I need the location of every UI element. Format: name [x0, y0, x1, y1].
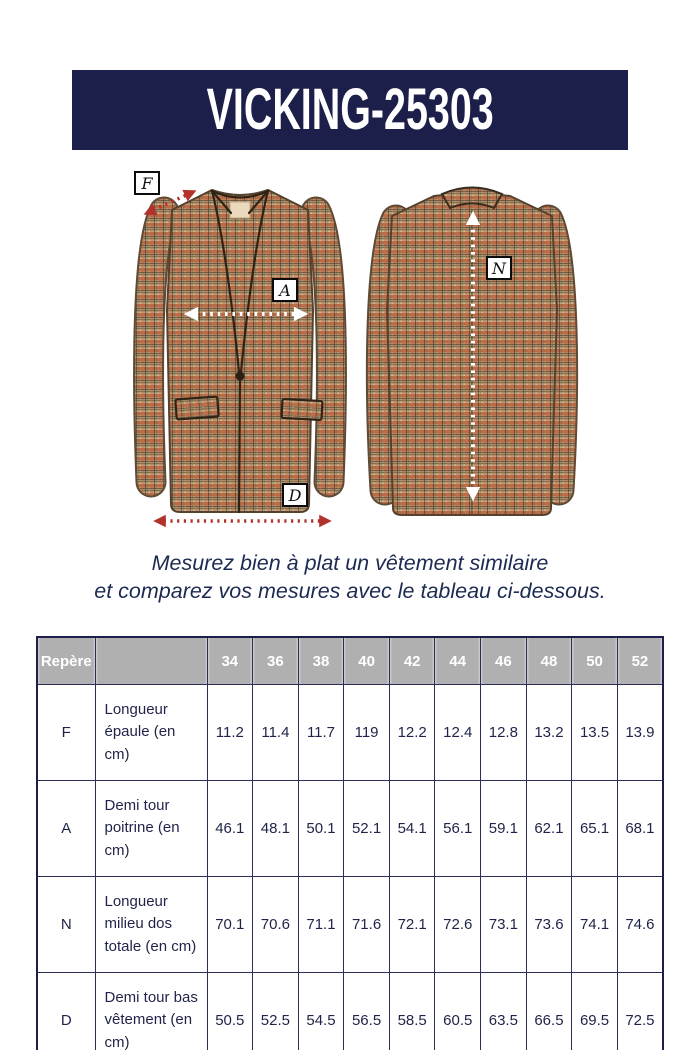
- row-description-cell: Demi tour bas vêtement (en cm): [95, 973, 207, 1050]
- size-column-header: 40: [344, 637, 390, 685]
- product-title: VICKING-25303: [206, 77, 494, 142]
- repere-header: Repère: [37, 637, 95, 685]
- measurement-diagram: [60, 160, 640, 545]
- jacket-button: [236, 372, 245, 381]
- measurement-value-cell: 13.5: [572, 685, 618, 781]
- row-description-cell: Longueur épaule (en cm): [95, 685, 207, 781]
- size-column-header: 42: [389, 637, 435, 685]
- measurement-value-cell: 70.1: [207, 877, 253, 973]
- row-description-cell: Longueur milieu dos totale (en cm): [95, 877, 207, 973]
- measurement-value-cell: 58.5: [389, 973, 435, 1050]
- size-table-body: [37, 685, 663, 1050]
- measurement-value-cell: 59.1: [481, 781, 527, 877]
- measurement-value-cell: 68.1: [617, 781, 663, 877]
- jacket-illustration: [60, 160, 640, 545]
- row-code-cell: F: [37, 685, 95, 781]
- measurement-value-cell: 11.7: [298, 685, 344, 781]
- measurement-value-cell: 56.1: [435, 781, 481, 877]
- measure-label-a: A: [272, 278, 298, 302]
- jacket-front: [149, 190, 332, 512]
- measurement-value-cell: 72.5: [617, 973, 663, 1050]
- measurement-value-cell: 73.6: [526, 877, 572, 973]
- size-column-header: 52: [617, 637, 663, 685]
- measurement-value-cell: 12.8: [481, 685, 527, 781]
- measurement-row: [37, 685, 663, 781]
- measurement-value-cell: 74.1: [572, 877, 618, 973]
- measurement-value-cell: 71.6: [344, 877, 390, 973]
- measurement-value-cell: 119: [344, 685, 390, 781]
- measurement-value-cell: 50.5: [207, 973, 253, 1050]
- measure-label-n: N: [486, 256, 512, 280]
- size-column-header: 36: [253, 637, 299, 685]
- row-code-cell: N: [37, 877, 95, 973]
- size-column-header: 50: [572, 637, 618, 685]
- measurement-value-cell: 12.4: [435, 685, 481, 781]
- jacket-back: [381, 188, 562, 516]
- measurement-value-cell: 13.9: [617, 685, 663, 781]
- row-code-cell: D: [37, 973, 95, 1050]
- row-code-cell: A: [37, 781, 95, 877]
- measurement-value-cell: 11.2: [207, 685, 253, 781]
- measurement-value-cell: 72.6: [435, 877, 481, 973]
- measurement-value-cell: 70.6: [253, 877, 299, 973]
- measurement-value-cell: 52.5: [253, 973, 299, 1050]
- row-description-cell: Demi tour poitrine (en cm): [95, 781, 207, 877]
- measurement-note: [0, 549, 700, 606]
- measurement-value-cell: 13.2: [526, 685, 572, 781]
- size-column-header: 34: [207, 637, 253, 685]
- measure-label-d: D: [282, 483, 308, 507]
- measurement-value-cell: 52.1: [344, 781, 390, 877]
- measurement-value-cell: 62.1: [526, 781, 572, 877]
- measurement-value-cell: 60.5: [435, 973, 481, 1050]
- measurement-value-cell: 50.1: [298, 781, 344, 877]
- measurement-value-cell: 69.5: [572, 973, 618, 1050]
- size-column-header: 46: [481, 637, 527, 685]
- measurement-value-cell: 56.5: [344, 973, 390, 1050]
- measurement-value-cell: 65.1: [572, 781, 618, 877]
- measurement-value-cell: 54.1: [389, 781, 435, 877]
- measurement-value-cell: 54.5: [298, 973, 344, 1050]
- measurement-value-cell: 12.2: [389, 685, 435, 781]
- measurement-value-cell: 63.5: [481, 973, 527, 1050]
- size-column-header: 48: [526, 637, 572, 685]
- size-table-head-row: [37, 637, 663, 685]
- measure-label-f: F: [134, 171, 160, 195]
- measurement-value-cell: 74.6: [617, 877, 663, 973]
- note-line-1: Mesurez bien à plat un vêtement similaire: [151, 551, 549, 575]
- measurement-value-cell: 11.4: [253, 685, 299, 781]
- measurement-value-cell: 71.1: [298, 877, 344, 973]
- measurement-value-cell: 46.1: [207, 781, 253, 877]
- description-header: [95, 637, 207, 685]
- size-table: [36, 636, 664, 1050]
- measurement-row: [37, 973, 663, 1050]
- product-banner: [72, 70, 628, 150]
- measurement-value-cell: 72.1: [389, 877, 435, 973]
- measurement-row: [37, 781, 663, 877]
- note-line-2: et comparez vos mesures avec le tableau ci-dessous.: [94, 579, 606, 604]
- measurement-row: [37, 877, 663, 973]
- measurement-value-cell: 66.5: [526, 973, 572, 1050]
- measurement-value-cell: 48.1: [253, 781, 299, 877]
- size-column-header: 38: [298, 637, 344, 685]
- size-column-header: 44: [435, 637, 481, 685]
- measurement-value-cell: 73.1: [481, 877, 527, 973]
